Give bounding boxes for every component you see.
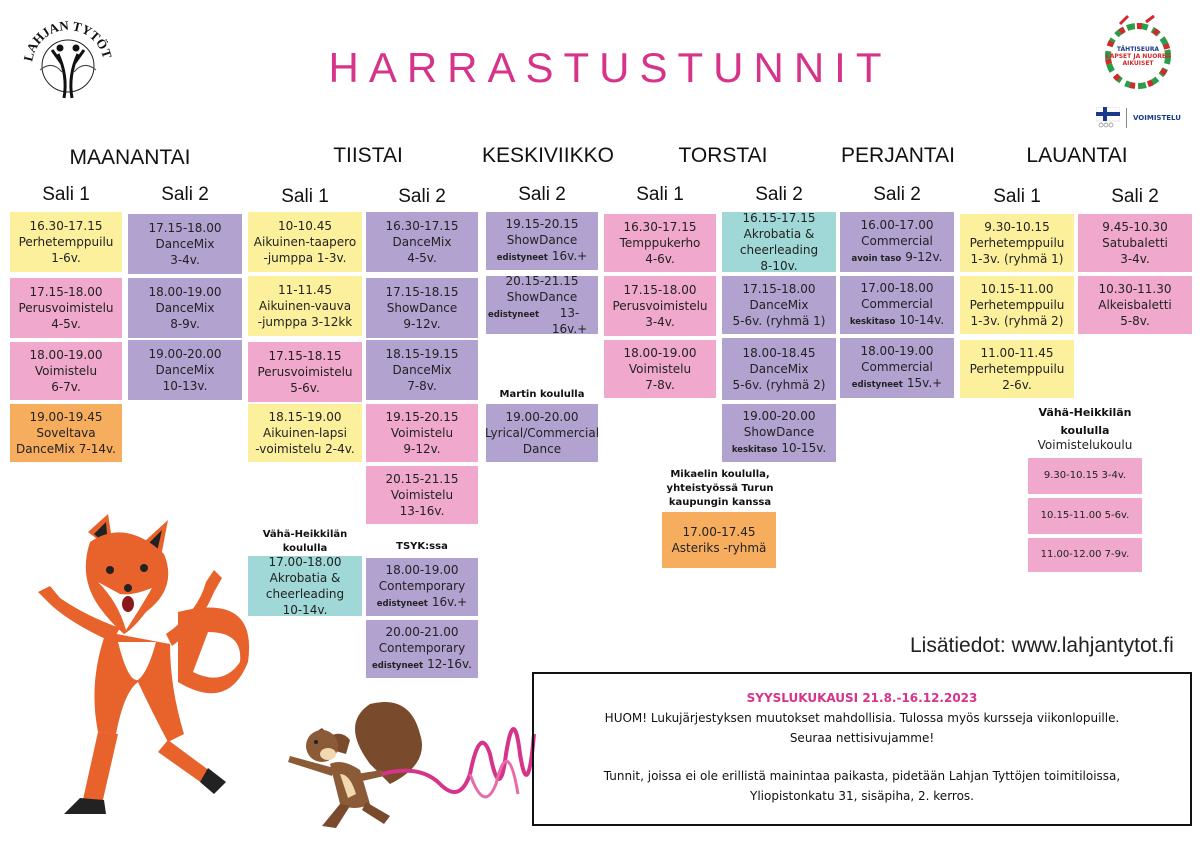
class-card	[248, 404, 362, 462]
finland-flag-icon	[1096, 107, 1120, 129]
class-age: 8-9v.	[170, 317, 200, 331]
class-name: Voimistelu	[628, 362, 692, 376]
location-note: TSYK:ssa	[396, 541, 448, 552]
class-age: 1-6v.	[51, 251, 81, 265]
class-name: cheerleading	[265, 587, 345, 601]
class-age: 6-7v.	[51, 380, 81, 394]
location-note-line: koululla	[282, 543, 328, 554]
class-time: 16.30-17.15	[29, 219, 103, 233]
class-age: -jumppa 3-12kk	[257, 315, 353, 329]
class-age: 10-15v.	[781, 441, 827, 455]
class-time: 20.00-21.00	[385, 625, 459, 639]
class-card	[10, 342, 122, 400]
day-friday: PERJANTAI	[841, 144, 955, 167]
class-card	[248, 342, 362, 402]
class-card	[486, 404, 598, 462]
class-name: Contemporary	[378, 579, 466, 593]
class-card	[662, 512, 776, 568]
class-detail	[850, 312, 944, 330]
class-age: 9-12v.	[403, 317, 441, 331]
class-name: Perusvoimistelu	[612, 299, 708, 313]
class-age: 16v.+	[551, 249, 588, 263]
class-age: 1-3v. (ryhmä 2)	[970, 314, 1064, 328]
class-name: ShowDance	[506, 233, 578, 247]
class-time: 10.15-11.00	[980, 282, 1054, 296]
class-card	[722, 276, 836, 334]
class-time: 18.00-18.45	[742, 346, 816, 360]
class-name: Perusvoimistelu	[257, 365, 353, 379]
day-monday: MAANANTAI	[69, 146, 191, 169]
class-detail	[497, 248, 587, 266]
class-time: 17.15-18.00	[148, 221, 222, 235]
class-card	[486, 276, 598, 334]
class-card	[128, 214, 242, 274]
location-note-line: Vähä-Heikkilän	[1038, 406, 1132, 419]
notice-box	[532, 672, 1192, 826]
class-card	[960, 340, 1074, 398]
class-time: 17.00-17.45	[682, 525, 756, 539]
class-card	[366, 212, 478, 272]
class-age: 5-6v. (ryhmä 2)	[732, 378, 826, 392]
class-time: 17.15-18.00	[29, 285, 103, 299]
class-age: 15v.+	[906, 376, 943, 390]
class-level: edistyneet	[851, 380, 903, 390]
class-time: 11.00-12.00 7-9v.	[1040, 549, 1130, 560]
class-detail	[488, 305, 596, 337]
tahtiseura-text: TÄHTISEURA	[1116, 46, 1160, 53]
class-level: edistyneet	[488, 310, 540, 320]
tahtiseura-logo	[1090, 14, 1186, 94]
class-card	[960, 214, 1074, 272]
location-note-line: Vähä-Heikkilän	[262, 529, 348, 540]
class-card	[1078, 276, 1192, 334]
class-time: 18.00-19.00	[623, 346, 697, 360]
class-age: 10-14v.	[282, 603, 328, 617]
class-card	[10, 212, 122, 272]
class-age: 13-16v.+	[551, 306, 588, 336]
class-age: 16v.+	[431, 595, 468, 609]
class-name: DanceMix	[749, 362, 809, 376]
class-card	[366, 558, 478, 616]
class-card	[722, 338, 836, 400]
class-time: 10.30-11.30	[1098, 282, 1172, 296]
class-card	[366, 340, 478, 400]
class-level: keskitaso	[849, 317, 896, 327]
class-card	[248, 276, 362, 336]
class-detail	[852, 375, 942, 393]
class-name: Perhetemppuilu	[18, 235, 114, 249]
class-name: Commercial	[861, 234, 933, 248]
class-time: 18.00-19.00	[148, 285, 222, 299]
class-age: 10-13v.	[162, 379, 208, 393]
class-age: 12-16v.	[427, 657, 472, 671]
class-time: 10.15-11.00 5-6v.	[1040, 510, 1130, 521]
class-name: DanceMix	[749, 298, 809, 312]
class-time: 18.15-19.15	[385, 347, 459, 361]
class-card	[366, 278, 478, 338]
class-time: 17.15-18.15	[385, 285, 459, 299]
season-heading: SYYSLUKUKAUSI 21.8.-16.12.2023	[746, 691, 978, 705]
class-age: 13-16v.	[399, 504, 445, 518]
day-wednesday: KESKIVIIKKO	[482, 144, 614, 167]
class-level: avoin taso	[851, 254, 902, 264]
class-time: 9.30-10.15	[984, 220, 1050, 234]
class-time: 19.00-19.45	[29, 410, 103, 424]
voimistelu-badge	[1096, 106, 1186, 130]
tahtiseura-subtext-2: AIKUISET	[1122, 60, 1154, 67]
notice-spacer	[534, 748, 1190, 766]
class-level: keskitaso	[731, 445, 778, 455]
class-time: 20.15-21.15	[505, 274, 579, 288]
class-name: Commercial	[861, 360, 933, 374]
notice-line: HUOM! Lukujärjestyksen muutokset mahdollisia. Tulossa myös kursseja viikonlopuille.	[604, 711, 1120, 725]
class-card	[604, 214, 716, 272]
class-age: 7-8v.	[407, 379, 437, 393]
class-name: Voimistelu	[390, 426, 454, 440]
class-time: 16.15-17.15	[742, 211, 816, 225]
class-card	[604, 340, 716, 398]
class-age: 10-14v.	[899, 313, 945, 327]
class-name: Contemporary	[378, 641, 466, 655]
class-age: 4-5v.	[407, 251, 437, 265]
class-time: 19.00-20.00	[505, 410, 579, 424]
class-name: Perhetemppuilu	[969, 298, 1065, 312]
class-age: 1-3v. (ryhmä 1)	[970, 252, 1064, 266]
page-title: HARRASTUSTUNNIT	[328, 44, 892, 91]
class-card	[840, 276, 954, 334]
class-time: 9.45-10.30	[1102, 220, 1168, 234]
location-note	[248, 528, 362, 556]
room-tue-sali1: Sali 1	[281, 186, 329, 207]
room-sat-sali2: Sali 2	[1111, 186, 1159, 207]
svg-text:LAHJAN TYTÖT: AHJAN TYTÖT	[23, 20, 114, 61]
class-time: 16.30-17.15	[385, 219, 459, 233]
class-time: 17.15-18.00	[742, 282, 816, 296]
class-name: Aikuinen-taapero	[253, 235, 357, 249]
fox-illustration	[28, 512, 258, 832]
location-note-line: kaupungin kanssa	[668, 497, 772, 508]
class-time: 16.30-17.15	[623, 220, 697, 234]
squirrel-illustration	[270, 694, 550, 834]
class-card	[1028, 498, 1142, 534]
class-name: Perhetemppuilu	[969, 362, 1065, 376]
class-card	[248, 212, 362, 272]
class-card	[248, 556, 362, 616]
class-name: DanceMix	[155, 301, 215, 315]
class-age: 3-4v.	[645, 315, 675, 329]
class-age: DanceMix 7-14v.	[15, 442, 116, 456]
class-time: 19.15-20.15	[385, 410, 459, 424]
class-time: 20.15-21.15	[385, 472, 459, 486]
class-age: 3-4v.	[1120, 252, 1150, 266]
class-age: 7-8v.	[645, 378, 675, 392]
class-card	[10, 278, 122, 338]
class-card	[1078, 214, 1192, 272]
class-age: 5-6v.	[290, 381, 320, 395]
class-card	[722, 404, 836, 462]
class-card	[128, 340, 242, 400]
class-time: 18.00-19.00	[385, 563, 459, 577]
class-detail	[732, 440, 826, 458]
day-thursday: TORSTAI	[678, 144, 768, 167]
class-time: 18.15-19.00	[268, 410, 342, 424]
class-detail	[852, 249, 943, 267]
class-detail	[377, 594, 467, 612]
class-age: -jumppa 1-3v.	[263, 251, 347, 265]
class-name: Soveltava	[36, 426, 96, 440]
class-name: Akrobatia &	[269, 571, 341, 585]
class-age: -voimistelu 2-4v.	[255, 442, 355, 456]
day-saturday: LAUANTAI	[1026, 144, 1128, 167]
class-card	[486, 212, 598, 270]
class-name: DanceMix	[392, 363, 452, 377]
class-time: 18.00-19.00	[860, 344, 934, 358]
class-time: 19.15-20.15	[505, 217, 579, 231]
location-note-line: yhteistyössä Turun	[666, 483, 774, 494]
class-age: 9-12v.	[905, 250, 943, 264]
class-time: 17.15-18.15	[268, 349, 342, 363]
class-time: 18.00-19.00	[29, 348, 103, 362]
class-card	[604, 276, 716, 336]
voimistelu-label: VOIMISTELU	[1133, 114, 1181, 122]
class-card	[840, 338, 954, 398]
location-note	[648, 468, 792, 510]
location-note-line: Mikaelin koululla,	[670, 469, 770, 480]
class-time: 17.00-18.00	[268, 555, 342, 569]
tahtiseura-subtext-1: LAPSET JA NUORET	[1105, 53, 1171, 60]
class-age: 4-5v.	[51, 317, 81, 331]
class-level: edistyneet	[376, 599, 428, 609]
class-name: Perusvoimistelu	[18, 301, 114, 315]
class-card	[366, 620, 478, 678]
class-card	[366, 466, 478, 524]
class-name: Satubaletti	[1102, 236, 1168, 250]
room-mon-sali2: Sali 2	[161, 184, 209, 205]
class-time: 11-11.45	[278, 283, 332, 297]
class-age: 2-6v.	[1002, 378, 1032, 392]
class-name: DanceMix	[392, 235, 452, 249]
class-name: Asteriks -ryhmä	[671, 541, 767, 555]
room-fri-sali2: Sali 2	[873, 184, 921, 205]
class-name: Lyrical/Commercial	[484, 426, 600, 440]
class-age: 9-12v.	[403, 442, 441, 456]
class-time: 16.00-17.00	[860, 218, 934, 232]
class-name: Alkeisbaletti	[1098, 298, 1172, 312]
class-card	[366, 404, 478, 462]
class-name: Voimistelu	[390, 488, 454, 502]
class-age: 5-8v.	[1120, 314, 1150, 328]
class-name: Akrobatia &	[743, 227, 815, 241]
class-name: Aikuinen-lapsi	[263, 426, 347, 440]
class-name: Perhetemppuilu	[969, 236, 1065, 250]
class-age: 3-4v.	[170, 253, 200, 267]
room-mon-sali1: Sali 1	[42, 184, 90, 205]
more-info-link[interactable]: Lisätiedot: www.lahjantytot.fi	[910, 634, 1174, 657]
class-age: 4-6v.	[645, 252, 675, 266]
class-name: ShowDance	[506, 290, 578, 304]
class-name: Commercial	[861, 297, 933, 311]
room-wed-sali2: Sali 2	[518, 184, 566, 205]
room-sat-sali1: Sali 1	[993, 186, 1041, 207]
class-detail	[372, 656, 472, 674]
class-time: 19.00-20.00	[148, 347, 222, 361]
class-time: 17.00-18.00	[860, 281, 934, 295]
class-level: edistyneet	[372, 661, 424, 671]
class-card	[10, 404, 122, 462]
notice-line: Yliopistonkatu 31, sisäpiha, 2. kerros.	[749, 789, 974, 803]
class-name: DanceMix	[155, 363, 215, 377]
class-time: 10-10.45	[278, 219, 332, 233]
class-card	[128, 278, 242, 338]
class-card	[840, 212, 954, 272]
class-card	[722, 212, 836, 272]
class-age: 8-10v.	[760, 259, 798, 273]
location-note	[1010, 404, 1160, 440]
room-thu-sali1: Sali 1	[636, 184, 684, 205]
class-card	[1028, 458, 1142, 494]
school-program-title: Voimistelukoulu	[1037, 438, 1133, 452]
class-name: Voimistelu	[34, 364, 98, 378]
class-card	[960, 276, 1074, 334]
class-time: 17.15-18.00	[623, 283, 697, 297]
class-card	[1028, 538, 1142, 572]
day-tuesday: TIISTAI	[333, 144, 403, 167]
location-note-line: koululla	[1060, 424, 1110, 437]
class-name: ShowDance	[386, 301, 458, 315]
class-name: ShowDance	[743, 425, 815, 439]
class-name: Aikuinen-vauva	[258, 299, 352, 313]
class-time: 19.00-20.00	[742, 409, 816, 423]
class-time: 11.00-11.45	[980, 346, 1054, 360]
class-name: Dance	[522, 442, 562, 456]
lahjan-tytot-logo	[22, 20, 114, 112]
class-level: edistyneet	[496, 253, 548, 263]
notice-line: Seuraa nettisivujamme!	[789, 731, 935, 745]
room-tue-sali2: Sali 2	[398, 186, 446, 207]
class-age: 5-6v. (ryhmä 1)	[732, 314, 826, 328]
class-name: DanceMix	[155, 237, 215, 251]
class-name: Temppukerho	[619, 236, 701, 250]
class-name: cheerleading	[739, 243, 819, 257]
class-time: 9.30-10.15 3-4v.	[1043, 470, 1127, 481]
notice-line: Tunnit, joissa ei ole erillistä mainintaa paikasta, pidetään Lahjan Tyttöjen toimitiloissa,	[603, 769, 1121, 783]
location-note: Martin koululla	[499, 389, 585, 400]
room-thu-sali2: Sali 2	[755, 184, 803, 205]
